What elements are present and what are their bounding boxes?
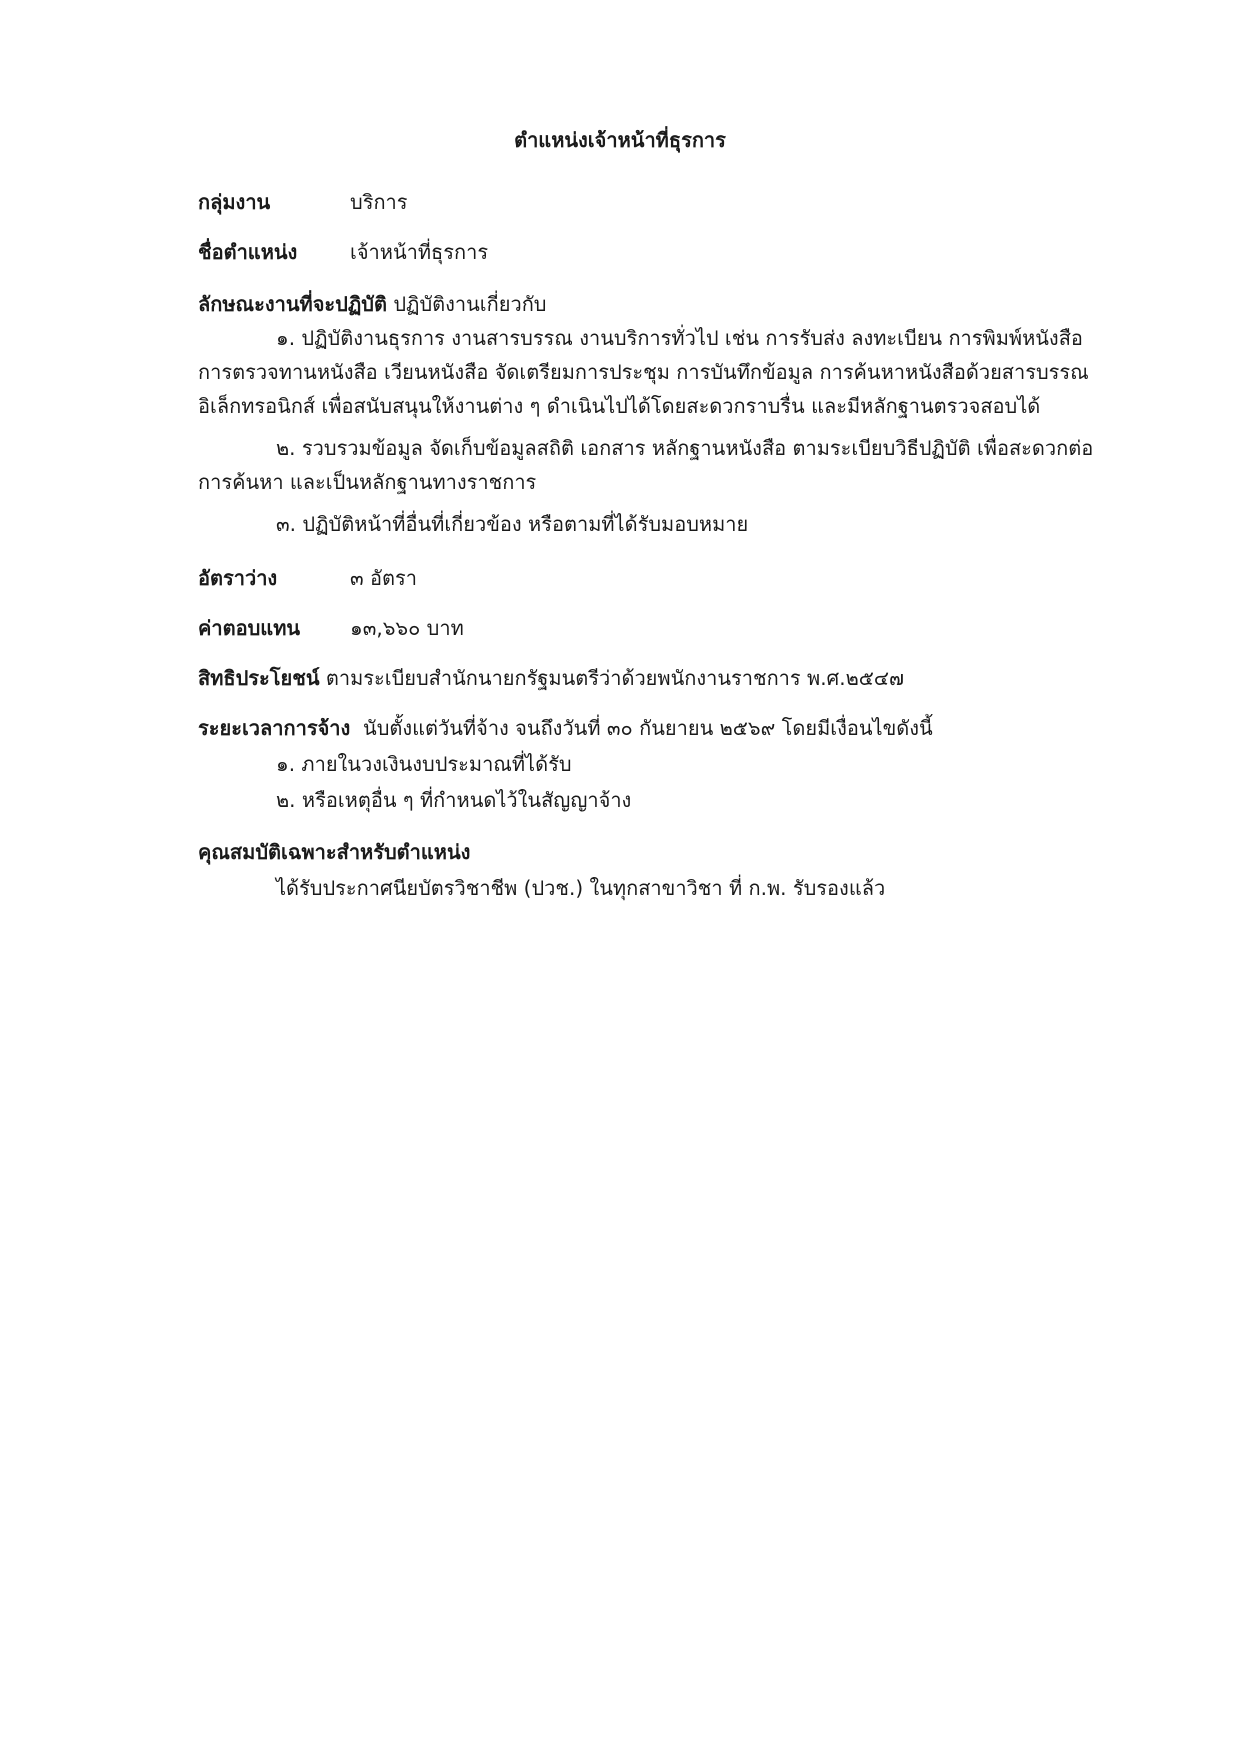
employment-period-value: นับตั้งแต่วันที่จ้าง จนถึงวันที่ ๓๐ กันยายน ๒๕๖๙ โดยมีเงื่อนไขดังนี้ [363, 716, 933, 740]
vacancies-value: ๓ อัตรา [350, 566, 418, 590]
job-item-2-line-1: ๒. รวบรวมข้อมูล จัดเก็บข้อมูลสถิติ เอกสาร หลักฐานหนังสือ ตามระเบียบวิธีปฏิบัติ เพื่อสะดวกต่อ [276, 436, 1094, 460]
job-item-2-line-2: การค้นหา และเป็นหลักฐานทางราชการ [198, 470, 537, 494]
benefits-value: ตามระเบียบสำนักนายกรัฐมนตรีว่าด้วยพนักงานราชการ พ.ศ.๒๕๔๗ [325, 666, 905, 690]
qualifications-label: คุณสมบัติเฉพาะสำหรับตำแหน่ง [198, 840, 471, 864]
work-group-value: บริการ [350, 190, 408, 214]
job-item-1-line-3: อิเล็กทรอนิกส์ เพื่อสนับสนุนให้งานต่าง ๆ ดำเนินไปได้โดยสะดวกราบรื่น และมีหลักฐานตรวจสอบได้ [198, 394, 1041, 418]
compensation-value: ๑๓,๖๖๐ บาท [350, 616, 464, 640]
employment-period-label: ระยะเวลาการจ้าง [198, 716, 351, 740]
job-item-3-line-1: ๓. ปฏิบัติหน้าที่อื่นที่เกี่ยวข้อง หรือตามที่ได้รับมอบหมาย [276, 512, 749, 536]
job-description-intro: ปฏิบัติงานเกี่ยวกับ [393, 292, 547, 316]
benefits-row [198, 662, 904, 694]
position-name-label: ชื่อตำแหน่ง [198, 240, 298, 264]
job-item-1-line-2: การตรวจทานหนังสือ เวียนหนังสือ จัดเตรียมการประชุม การบันทึกข้อมูล การค้นหาหนังสือด้วยสารบรรณ [198, 360, 1089, 384]
job-description-heading [198, 288, 547, 320]
employment-period-row [198, 712, 933, 744]
qualifications-value: ได้รับประกาศนียบัตรวิชาชีพ (ปวช.) ในทุกสาขาวิชา ที่ ก.พ. รับรองแล้ว [276, 876, 886, 900]
vacancies-label: อัตราว่าง [198, 566, 278, 590]
compensation-label: ค่าตอบแทน [198, 616, 301, 640]
job-description-label: ลักษณะงานที่จะปฏิบัติ [198, 292, 387, 316]
employment-condition-1: ๑. ภายในวงเงินงบประมาณที่ได้รับ [276, 752, 572, 776]
work-group-label: กลุ่มงาน [198, 190, 271, 214]
job-item-1-line-1: ๑. ปฏิบัติงานธุรการ งานสารบรรณ งานบริการทั่วไป เช่น การรับส่ง ลงทะเบียน การพิมพ์หนังสือ [276, 326, 1083, 350]
benefits-label: สิทธิประโยชน์ [198, 666, 320, 690]
position-name-value: เจ้าหน้าที่ธุรการ [350, 240, 489, 264]
document-title: ตำแหน่งเจ้าหน้าที่ธุรการ [514, 128, 726, 152]
employment-condition-2: ๒. หรือเหตุอื่น ๆ ที่กำหนดไว้ในสัญญาจ้าง [276, 788, 632, 812]
